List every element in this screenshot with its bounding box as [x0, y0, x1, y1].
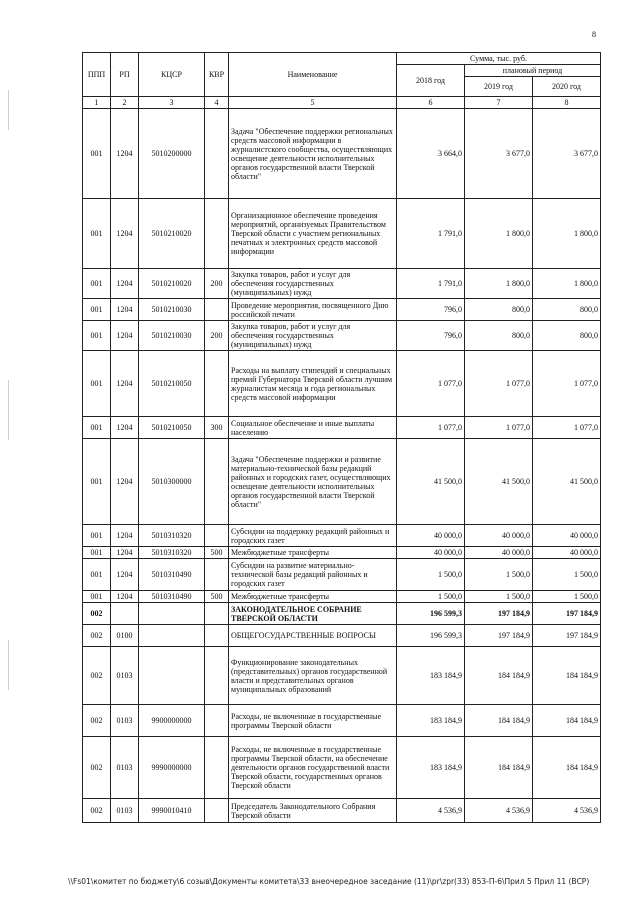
ppp-cell: 001 — [83, 109, 111, 199]
table-row — [83, 559, 601, 591]
kvr-cell — [205, 647, 229, 705]
kvr-cell: 200 — [205, 321, 229, 351]
value-2020-cell: 40 000,0 — [533, 525, 601, 547]
value-2019-cell: 184 184,9 — [465, 737, 533, 799]
budget-table — [82, 52, 601, 823]
ppp-cell: 001 — [83, 525, 111, 547]
value-2019-cell: 197 184,9 — [465, 603, 533, 625]
kcsr-cell: 5010300000 — [139, 439, 205, 525]
value-2019-cell: 40 000,0 — [465, 547, 533, 559]
header-kvr: КВР — [205, 53, 229, 97]
kvr-cell — [205, 603, 229, 625]
ppp-cell: 001 — [83, 269, 111, 299]
rp-cell: 1204 — [111, 559, 139, 591]
page-number: 8 — [592, 30, 596, 39]
ppp-cell: 001 — [83, 547, 111, 559]
ppp-cell: 001 — [83, 199, 111, 269]
header-2020: 2020 год — [533, 77, 601, 97]
kvr-cell — [205, 799, 229, 823]
kcsr-cell: 9990010410 — [139, 799, 205, 823]
kcsr-cell: 5010310490 — [139, 559, 205, 591]
kvr-cell — [205, 439, 229, 525]
table-row — [83, 439, 601, 525]
kcsr-cell: 5010210030 — [139, 299, 205, 321]
value-2019-cell: 1 077,0 — [465, 417, 533, 439]
column-number: 6 — [397, 97, 465, 109]
header-2019: 2019 год — [465, 77, 533, 97]
table-row — [83, 737, 601, 799]
scan-edge-mark — [8, 640, 9, 690]
table-row — [83, 591, 601, 603]
header-name: Наименование — [229, 53, 397, 97]
table-row — [83, 321, 601, 351]
kcsr-cell: 5010310320 — [139, 525, 205, 547]
kcsr-cell: 5010310320 — [139, 547, 205, 559]
rp-cell: 1204 — [111, 439, 139, 525]
name-cell: ЗАКОНОДАТЕЛЬНОЕ СОБРАНИЕ ТВЕРСКОЙ ОБЛАСТИ — [229, 603, 397, 625]
table-row — [83, 625, 601, 647]
value-2018-cell: 796,0 — [397, 321, 465, 351]
value-2020-cell: 184 184,9 — [533, 705, 601, 737]
value-2018-cell: 40 000,0 — [397, 525, 465, 547]
value-2019-cell: 1 500,0 — [465, 591, 533, 603]
kvr-cell — [205, 559, 229, 591]
column-number: 8 — [533, 97, 601, 109]
file-path-footer: \\Fs01\комитет по бюджету\6 созыв\Документы комитета\33 внеочередное заседание (11)\pr\zpr(33) 853-П-6\Прил 5 Прил 11 (ВСР) — [68, 877, 590, 886]
kcsr-cell: 5010210050 — [139, 351, 205, 417]
value-2018-cell: 4 536,9 — [397, 799, 465, 823]
name-cell: Проведение мероприятия, посвященного Дню российской печати — [229, 299, 397, 321]
ppp-cell: 001 — [83, 299, 111, 321]
name-cell: Субсидии на развитие материально-технической базы редакций районных и городских газет — [229, 559, 397, 591]
kcsr-cell — [139, 603, 205, 625]
value-2018-cell: 3 664,0 — [397, 109, 465, 199]
value-2019-cell: 4 536,9 — [465, 799, 533, 823]
ppp-cell: 002 — [83, 705, 111, 737]
value-2018-cell: 1 077,0 — [397, 351, 465, 417]
value-2018-cell: 183 184,9 — [397, 705, 465, 737]
name-cell: Закупка товаров, работ и услуг для обеспечения государственных (муниципальных) нужд — [229, 321, 397, 351]
rp-cell: 0103 — [111, 705, 139, 737]
rp-cell: 1204 — [111, 547, 139, 559]
ppp-cell: 002 — [83, 737, 111, 799]
kvr-cell — [205, 737, 229, 799]
value-2019-cell: 197 184,9 — [465, 625, 533, 647]
kvr-cell: 300 — [205, 417, 229, 439]
kvr-cell — [205, 199, 229, 269]
value-2018-cell: 1 791,0 — [397, 199, 465, 269]
kvr-cell: 200 — [205, 269, 229, 299]
kcsr-cell: 9900000000 — [139, 705, 205, 737]
rp-cell: 1204 — [111, 351, 139, 417]
name-cell: Межбюджетные трансферты — [229, 591, 397, 603]
value-2020-cell: 1 500,0 — [533, 591, 601, 603]
value-2018-cell: 1 791,0 — [397, 269, 465, 299]
value-2019-cell: 1 800,0 — [465, 199, 533, 269]
value-2019-cell: 184 184,9 — [465, 647, 533, 705]
value-2018-cell: 183 184,9 — [397, 647, 465, 705]
value-2020-cell: 1 800,0 — [533, 269, 601, 299]
table-row — [83, 547, 601, 559]
rp-cell: 1204 — [111, 109, 139, 199]
kvr-cell: 500 — [205, 547, 229, 559]
value-2020-cell: 1 800,0 — [533, 199, 601, 269]
rp-cell: 0103 — [111, 799, 139, 823]
name-cell: Субсидии на поддержку редакций районных и городских газет — [229, 525, 397, 547]
table-row — [83, 799, 601, 823]
kcsr-cell: 5010210030 — [139, 321, 205, 351]
name-cell: Председатель Законодательного Собрания Тверской области — [229, 799, 397, 823]
value-2020-cell: 800,0 — [533, 321, 601, 351]
value-2020-cell: 1 077,0 — [533, 351, 601, 417]
table-row — [83, 603, 601, 625]
value-2020-cell: 197 184,9 — [533, 625, 601, 647]
column-number: 2 — [111, 97, 139, 109]
value-2018-cell: 1 500,0 — [397, 559, 465, 591]
kvr-cell: 500 — [205, 591, 229, 603]
name-cell: Закупка товаров, работ и услуг для обеспечения государственных (муниципальных) нужд — [229, 269, 397, 299]
kcsr-cell: 5010210020 — [139, 199, 205, 269]
header-rp: РП — [111, 53, 139, 97]
header-sum: Сумма, тыс. руб. — [397, 53, 601, 65]
table-row — [83, 199, 601, 269]
kcsr-cell: 5010210050 — [139, 417, 205, 439]
ppp-cell: 001 — [83, 559, 111, 591]
rp-cell: 1204 — [111, 199, 139, 269]
value-2019-cell: 3 677,0 — [465, 109, 533, 199]
ppp-cell: 002 — [83, 647, 111, 705]
ppp-cell: 002 — [83, 625, 111, 647]
ppp-cell: 001 — [83, 439, 111, 525]
header-2018: 2018 год — [397, 65, 465, 97]
table-row — [83, 647, 601, 705]
ppp-cell: 002 — [83, 799, 111, 823]
value-2020-cell: 184 184,9 — [533, 647, 601, 705]
name-cell: Расходы, не включенные в государственные программы Тверской области, на обеспечение деятельности органов государственной власти Тверской области, государственных органов Тверской области — [229, 737, 397, 799]
value-2018-cell: 1 077,0 — [397, 417, 465, 439]
header-ppp: ППП — [83, 53, 111, 97]
name-cell: Организационное обеспечение проведения мероприятий, организуемых Правительством Тверской области с участием региональных печатных и электронных средств массовой информации — [229, 199, 397, 269]
value-2018-cell: 796,0 — [397, 299, 465, 321]
rp-cell: 0100 — [111, 625, 139, 647]
value-2019-cell: 41 500,0 — [465, 439, 533, 525]
value-2020-cell: 40 000,0 — [533, 547, 601, 559]
name-cell: Межбюджетные трансферты — [229, 547, 397, 559]
kvr-cell — [205, 109, 229, 199]
scan-edge-mark — [8, 380, 9, 440]
value-2019-cell: 1 800,0 — [465, 269, 533, 299]
rp-cell: 1204 — [111, 525, 139, 547]
value-2020-cell: 1 500,0 — [533, 559, 601, 591]
rp-cell: 0103 — [111, 737, 139, 799]
kcsr-cell: 5010200000 — [139, 109, 205, 199]
kcsr-cell: 9990000000 — [139, 737, 205, 799]
table-row — [83, 351, 601, 417]
kvr-cell — [205, 351, 229, 417]
rp-cell: 1204 — [111, 417, 139, 439]
name-cell: Социальное обеспечение и иные выплаты населению — [229, 417, 397, 439]
ppp-cell: 001 — [83, 417, 111, 439]
value-2018-cell: 40 000,0 — [397, 547, 465, 559]
name-cell: Задача "Обеспечение поддержки и развитие материально-технической базы редакций районных и городских газет, осуществляющих освещение деятельности исполнительных органов государственной власти Тверской области" — [229, 439, 397, 525]
name-cell: ОБЩЕГОСУДАРСТВЕННЫЕ ВОПРОСЫ — [229, 625, 397, 647]
value-2020-cell: 197 184,9 — [533, 603, 601, 625]
column-number: 4 — [205, 97, 229, 109]
table-row — [83, 269, 601, 299]
rp-cell: 1204 — [111, 299, 139, 321]
value-2019-cell: 40 000,0 — [465, 525, 533, 547]
kvr-cell — [205, 299, 229, 321]
value-2020-cell: 4 536,9 — [533, 799, 601, 823]
value-2020-cell: 800,0 — [533, 299, 601, 321]
table-row — [83, 525, 601, 547]
scan-edge-mark — [8, 90, 9, 130]
table-row — [83, 109, 601, 199]
kcsr-cell: 5010310490 — [139, 591, 205, 603]
table-row — [83, 299, 601, 321]
table-row — [83, 705, 601, 737]
value-2019-cell: 184 184,9 — [465, 705, 533, 737]
column-number: 7 — [465, 97, 533, 109]
rp-cell: 1204 — [111, 321, 139, 351]
value-2018-cell: 183 184,9 — [397, 737, 465, 799]
column-number: 3 — [139, 97, 205, 109]
value-2019-cell: 1 077,0 — [465, 351, 533, 417]
kvr-cell — [205, 525, 229, 547]
kcsr-cell: 5010210020 — [139, 269, 205, 299]
value-2018-cell: 196 599,3 — [397, 603, 465, 625]
value-2018-cell: 41 500,0 — [397, 439, 465, 525]
header-planned-period: плановый период — [465, 65, 601, 77]
column-number: 1 — [83, 97, 111, 109]
ppp-cell: 002 — [83, 603, 111, 625]
ppp-cell: 001 — [83, 351, 111, 417]
ppp-cell: 001 — [83, 591, 111, 603]
kcsr-cell — [139, 647, 205, 705]
name-cell: Функционирование законодательных (представительных) органов государственной власти и представительных органов муниципальных образований — [229, 647, 397, 705]
rp-cell: 1204 — [111, 269, 139, 299]
header-kcsr: КЦСР — [139, 53, 205, 97]
rp-cell — [111, 603, 139, 625]
value-2020-cell: 1 077,0 — [533, 417, 601, 439]
kvr-cell — [205, 705, 229, 737]
name-cell: Расходы, не включенные в государственные программы Тверской области — [229, 705, 397, 737]
value-2019-cell: 800,0 — [465, 321, 533, 351]
value-2020-cell: 184 184,9 — [533, 737, 601, 799]
value-2019-cell: 800,0 — [465, 299, 533, 321]
value-2018-cell: 196 599,3 — [397, 625, 465, 647]
value-2018-cell: 1 500,0 — [397, 591, 465, 603]
value-2019-cell: 1 500,0 — [465, 559, 533, 591]
rp-cell: 0103 — [111, 647, 139, 705]
table-row — [83, 417, 601, 439]
name-cell: Задача "Обеспечение поддержки региональных средств массовой информации в журналистского сообщества, осуществляющих освещение деятельности исполнительных органов государственной власти Тверской области" — [229, 109, 397, 199]
ppp-cell: 001 — [83, 321, 111, 351]
column-number: 5 — [229, 97, 397, 109]
name-cell: Расходы на выплату стипендий и специальных премий Губернатора Тверской области лучшим журналистам месяца и года региональных средств массовой информации — [229, 351, 397, 417]
rp-cell: 1204 — [111, 591, 139, 603]
value-2020-cell: 3 677,0 — [533, 109, 601, 199]
kvr-cell — [205, 625, 229, 647]
kcsr-cell — [139, 625, 205, 647]
value-2020-cell: 41 500,0 — [533, 439, 601, 525]
